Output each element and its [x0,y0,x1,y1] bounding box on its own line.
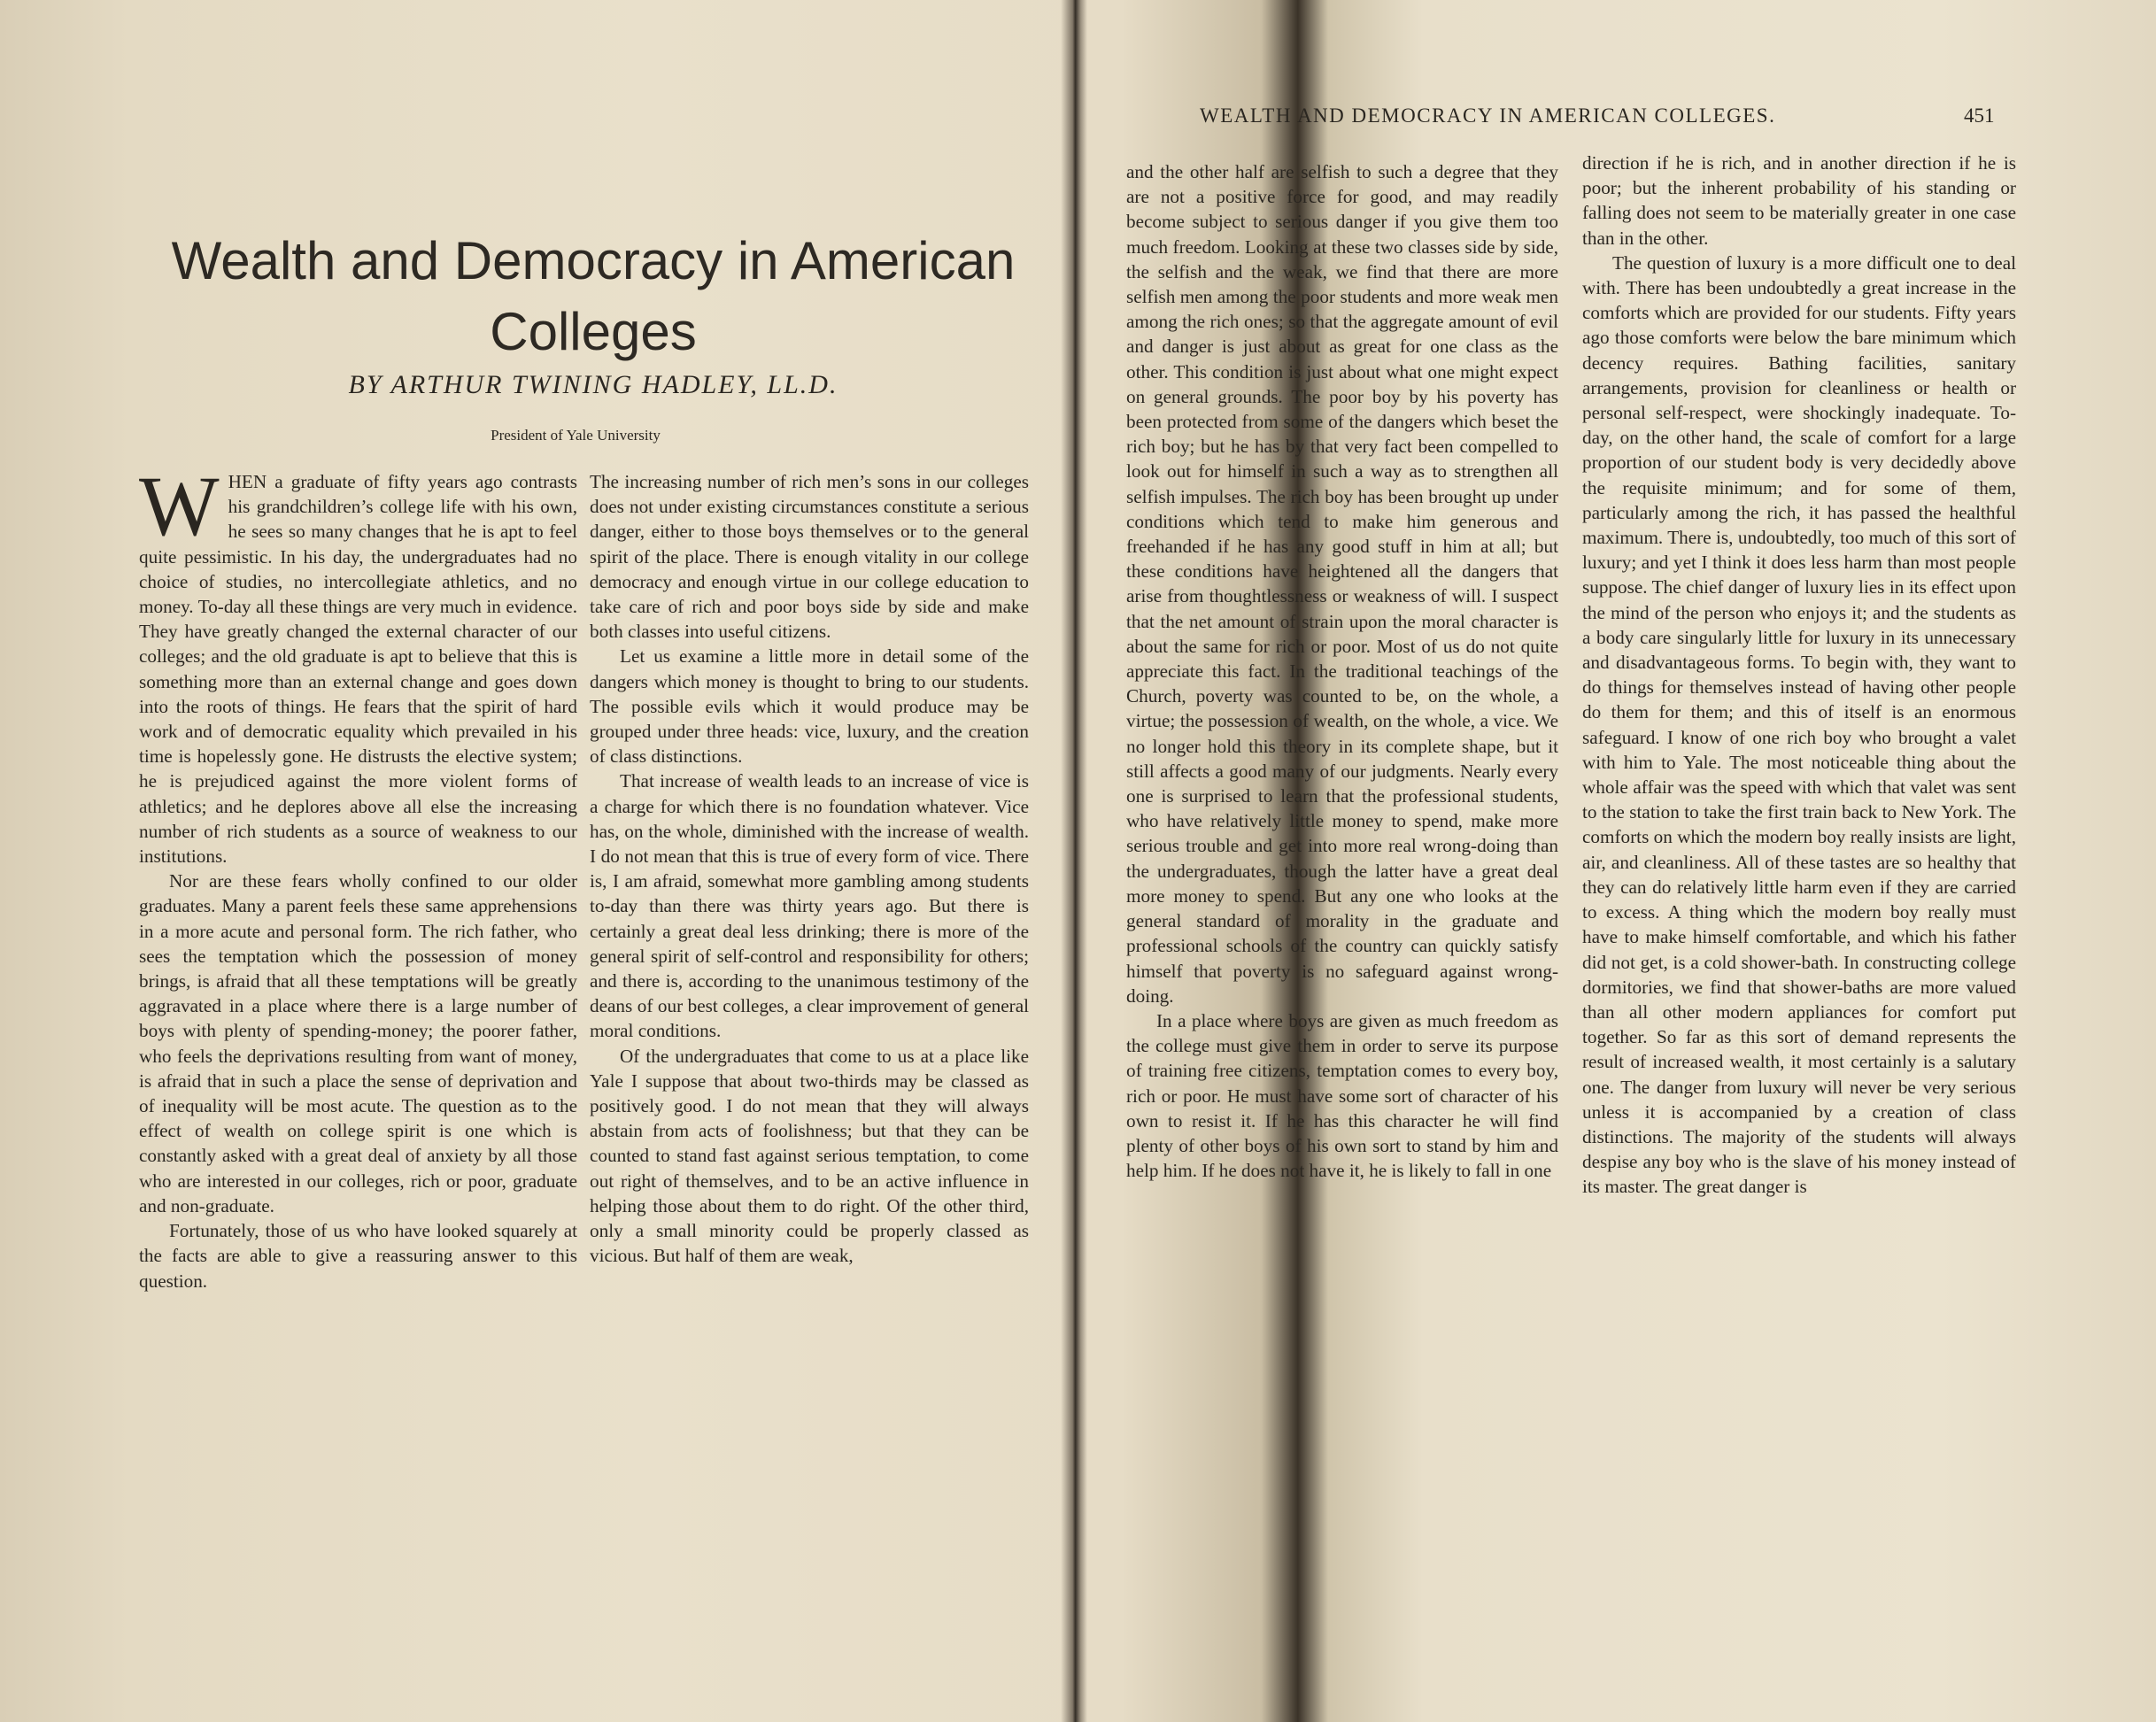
paragraph: Fortunately, those of us who have looked squarely at the facts are able to give a reassuring answer to this question. [139,1220,577,1292]
paragraph: Nor are these fears wholly confined to our older graduates. Many a parent feels these same apprehensions in a more acute and personal form. The rich father, who sees the temptation which the possession of money brings, is afraid that all these temptations will be greatly aggravated in a place where there is a large number of boys with plenty of spending-money; the poorer father, who feels the deprivations resulting from want of money, is afraid that in such a place the sense of deprivation and of inequality will be most acute. The question as to the effect of wealth on college spirit is one which is constantly asked with a great deal of anxiety by all those who are interested in our colleges, rich or poor, graduate and non-graduate. [139,870,577,1216]
left-page [0,0,1063,1722]
article-title: Wealth and Democracy in American Colleges [171,231,1016,361]
paragraph: That increase of wealth leads to an increase of vice is a charge for which there is no foundation whatever. Vice has, on the whole, diminished with the increase of wealth. I do not mean that this is true of every form of vice. There is, I am afraid, somewhat more gambling among students to-day than there was thirty years ago. But there is certainly a great deal less drinking; there is more of the general spirit of self-control and responsibility for others; and there is, according to the unanimous testimony of the deans of our best colleges, a clear improvement of general moral conditions. [590,770,1029,1042]
page-number: 451 [1964,104,1995,127]
paragraph: In a place where boys are given as much freedom as the college must give them in order to serve its purpose of training free citizens, temptation comes to every boy, rich or poor. He must have some sort of character of his own to resist it. If he has this character he will find plenty of other boys of his own sort to stand by him and help him. If he does not have it, he is likely to fall in one [1126,1009,1558,1182]
paragraph: The question of luxury is a more difficult one to deal with. There has been undoubtedly a great increase in the comforts which are provided for our students. Fifty years ago those comforts were below the bare minimum which decency requires. Bathing facilities, sanitary arrangements, provision for cleanliness or health or personal self-respect, were shockingly inadequate. To-day, on the other hand, the scale of comfort for a large proportion of our student body is very decidedly above the requisite minimum; and for some of them, particularly among the rich, it has passed the healthful maximum. There is, undoubtedly, too much of this sort of luxury; and yet I think it does less harm than most people suppose. The chief danger of luxury lies in its effect upon the mind of the person who enjoys it; and the students as a body care singularly little for luxury in its unnecessary and disadvantageous forms. To begin with, they want to do things for themselves instead of having other people do them for them; and this of itself is an enormous safeguard. I know of one rich boy who brought a valet with him to Yale. The most noticeable thing about the whole affair was the speed with which that valet was sent to the station to take the first train back to New York. The comforts on which the modern boy really insists are light, air, and cleanliness. All of these tastes are so healthy that they can do relatively little harm even if they are carried to excess. A thing which the modern boy really must have to make himself comfortable, and which his father did not get, is a cold shower-bath. In constructing college dormitories, we find that shower-baths are more valued than all other modern appliances for comfort put together. So far as this sort of demand represents the result of increased wealth, it most certainly is a salutary one. The danger from luxury will never be very serious unless it is accompanied by a creation of class distinctions. The majority of the students will always despise any boy who is the slave of his money instead of its master. The great danger is [1582,251,2016,1198]
author-affiliation: President of Yale University [491,427,661,444]
left-column-2 [590,469,1029,1269]
right-column-1 [1126,159,1558,1183]
drop-cap: W [139,459,220,553]
right-column-2 [1582,151,2016,1200]
paragraph: and the other half are selfish to such a degree that they are not a positive force for good, and may readily become subject to serious danger if you give them too much freedom. Looking at these two classes side by side, the selfish and the weak, we find that there are more selfish men among the poor students and more weak men among the rich ones; so that the aggregate amount of evil and danger is just about as great for one class as the other. This condition is just about what one might expect on general grounds. The poor boy by his poverty has been protected from some of the dangers which beset the rich boy; but he has by that very fact been compelled to look out for himself in such a way as to strengthen all selfish impulses. The rich boy has been brought up under conditions which tend to make him generous and freehanded if he has any good stuff in him at all; but these conditions have heightened all the dangers that arise from thoughtlessness or weakness of will. I suspect that the net amount of strain upon the moral character is about the same for rich or poor. Most of us do not quite appreciate this fact. In the traditional teachings of the Church, poverty was counted to be, on the whole, a virtue; the possession of wealth, on the whole, a vice. We no longer hold this theory in its complete shape, but it still affects a good many of our judgments. Nearly every one is surprised to learn that the professional students, who have relatively little money to spend, make more serious trouble and get into more real wrong-doing than the undergraduates, though the latter have a great deal more money to spend. But any one who looks at the general standard of morality in the graduate and professional schools of the country can quickly satisfy himself that poverty is no safeguard against wrong-doing. [1126,161,1558,1007]
paragraph: direction if he is rich, and in another direction if he is poor; but the inherent probability of his standing or falling does not seem to be materially greater in one case than in the other. [1582,152,2016,249]
running-head: WEALTH AND DEMOCRACY IN AMERICAN COLLEGES. [1200,104,1776,127]
book-gutter [1061,0,1087,1722]
paragraph: Let us examine a little more in detail some of the dangers which money is thought to bring to our students. The possible evils which it would produce may be grouped under three heads: vice, luxury, and the creation of class distinctions. [590,645,1029,768]
paragraph: The increasing number of rich men’s sons in our colleges does not under existing circumstances constitute a serious danger, either to those boys themselves or to the general spirit of the place. There is enough vitality in our college democracy and enough virtue in our college education to take care of rich and poor boys side by side and make both classes into useful citizens. [590,471,1029,643]
byline: BY ARTHUR TWINING HADLEY, LL.D. [348,370,838,399]
paragraph: WHEN a graduate of fifty years ago contrasts his grandchildren’s college life with his own, he sees so many changes that he is apt to feel quite pessimistic. In his day, the undergraduates had no choice of studies, no intercollegiate athletics, and no money. To-day all these things are very much in evidence. They have greatly changed the external character of our colleges; and the old graduate is apt to believe that this is something more than an external change and goes down into the roots of things. He fears that the spirit of hard work and of democratic equality which prevailed in his time is hopelessly gone. He distrusts the elective system; he is prejudiced against the more violent forms of athletics; and he deplores above all else the increasing number of rich students as a source of weakness to our institutions. [139,459,577,868]
left-column-1 [139,459,577,1293]
paragraph: Of the undergraduates that come to us at a place like Yale I suppose that about two-thirds may be classed as positively good. I do not mean that they will always abstain from acts of foolishness; but that they can be counted to stand fast against serious temptation, to come out right of themselves, and to be an active influence in helping those about them to do right. Of the other third, only a small minority could be properly classed as vicious. But half of them are weak, [590,1045,1029,1267]
